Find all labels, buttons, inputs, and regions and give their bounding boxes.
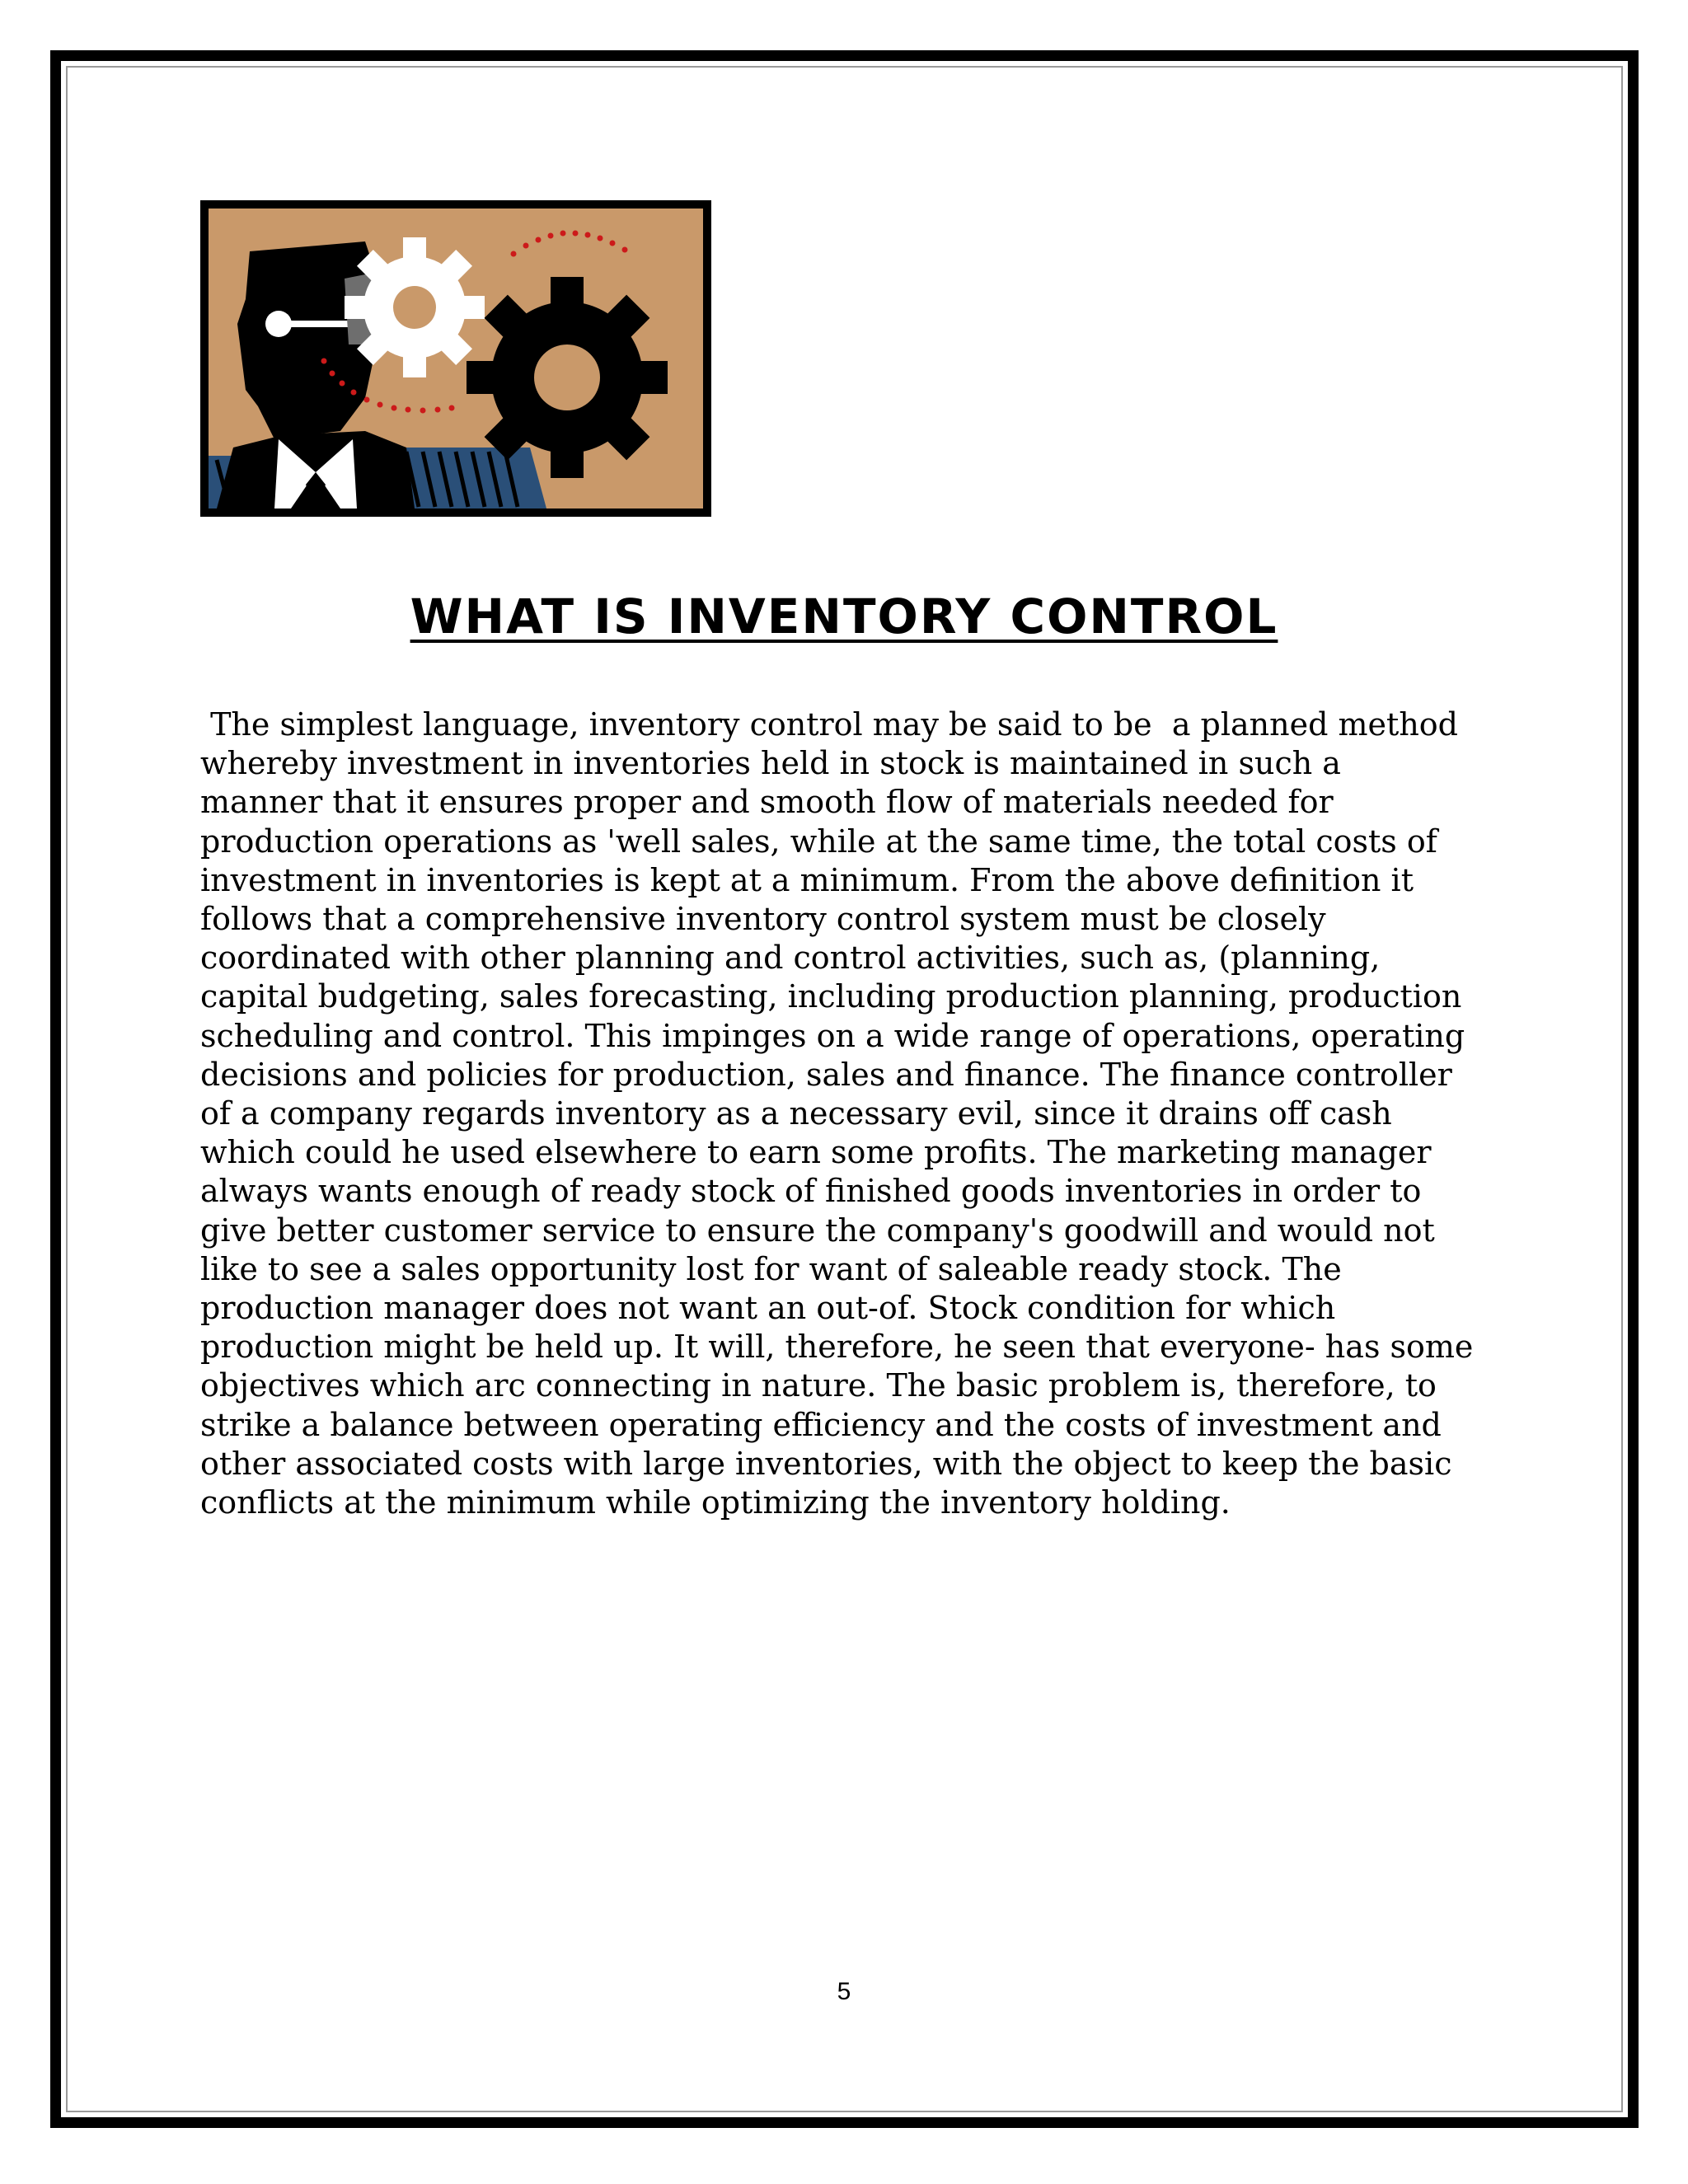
body-line: production operations as 'well sales, while at the same time, the total costs of [200, 823, 1437, 860]
page-number: 5 [837, 1978, 851, 2005]
body-line: like to see a sales opportunity lost for want of saleable ready stock. The [200, 1250, 1342, 1287]
body-line: production manager does not want an out-of. Stock condition for which [200, 1290, 1336, 1327]
body-line: scheduling and control. This impinges on a wide range of operations, operating [200, 1017, 1465, 1054]
businessman-gears-icon [200, 200, 711, 517]
body-line: production might be held up. It will, therefore, he seen that everyone- has some [200, 1329, 1474, 1366]
body-line: follows that a comprehensive inventory control system must be closely [200, 901, 1326, 938]
body-line: objectives which arc connecting in nature. The basic problem is, therefore, to [200, 1367, 1437, 1404]
body-line: capital budgeting, sales forecasting, including production planning, production [200, 978, 1462, 1015]
body-line: The simplest language, inventory control may be said to be a planned method [200, 706, 1458, 743]
body-line: coordinated with other planning and control activities, such as, (planning, [200, 940, 1381, 977]
body-line: of a company regards inventory as a necessary evil, since it drains off cash [200, 1095, 1392, 1132]
body-paragraph [200, 705, 1519, 1522]
body-line: conflicts at the minimum while optimizing the inventory holding. [200, 1484, 1231, 1521]
body-line: manner that it ensures proper and smooth flow of materials needed for [200, 784, 1334, 821]
body-line: whereby investment in inventories held in stock is maintained in such a [200, 745, 1341, 782]
body-line: give better customer service to ensure the company's goodwill and would not [200, 1212, 1435, 1249]
body-line: investment in inventories is kept at a minimum. From the above definition it [200, 861, 1414, 898]
body-line: strike a balance between operating efficiency and the costs of investment and [200, 1406, 1442, 1443]
body-line: decisions and policies for production, sales and finance. The finance controller [200, 1056, 1452, 1093]
body-line: other associated costs with large inventories, with the object to keep the basic [200, 1445, 1452, 1482]
body-line: always wants enough of ready stock of finished goods inventories in order to [200, 1173, 1422, 1210]
body-line: which could he used elsewhere to earn some profits. The marketing manager [200, 1134, 1432, 1171]
page-title: WHAT IS INVENTORY CONTROL [410, 588, 1278, 644]
